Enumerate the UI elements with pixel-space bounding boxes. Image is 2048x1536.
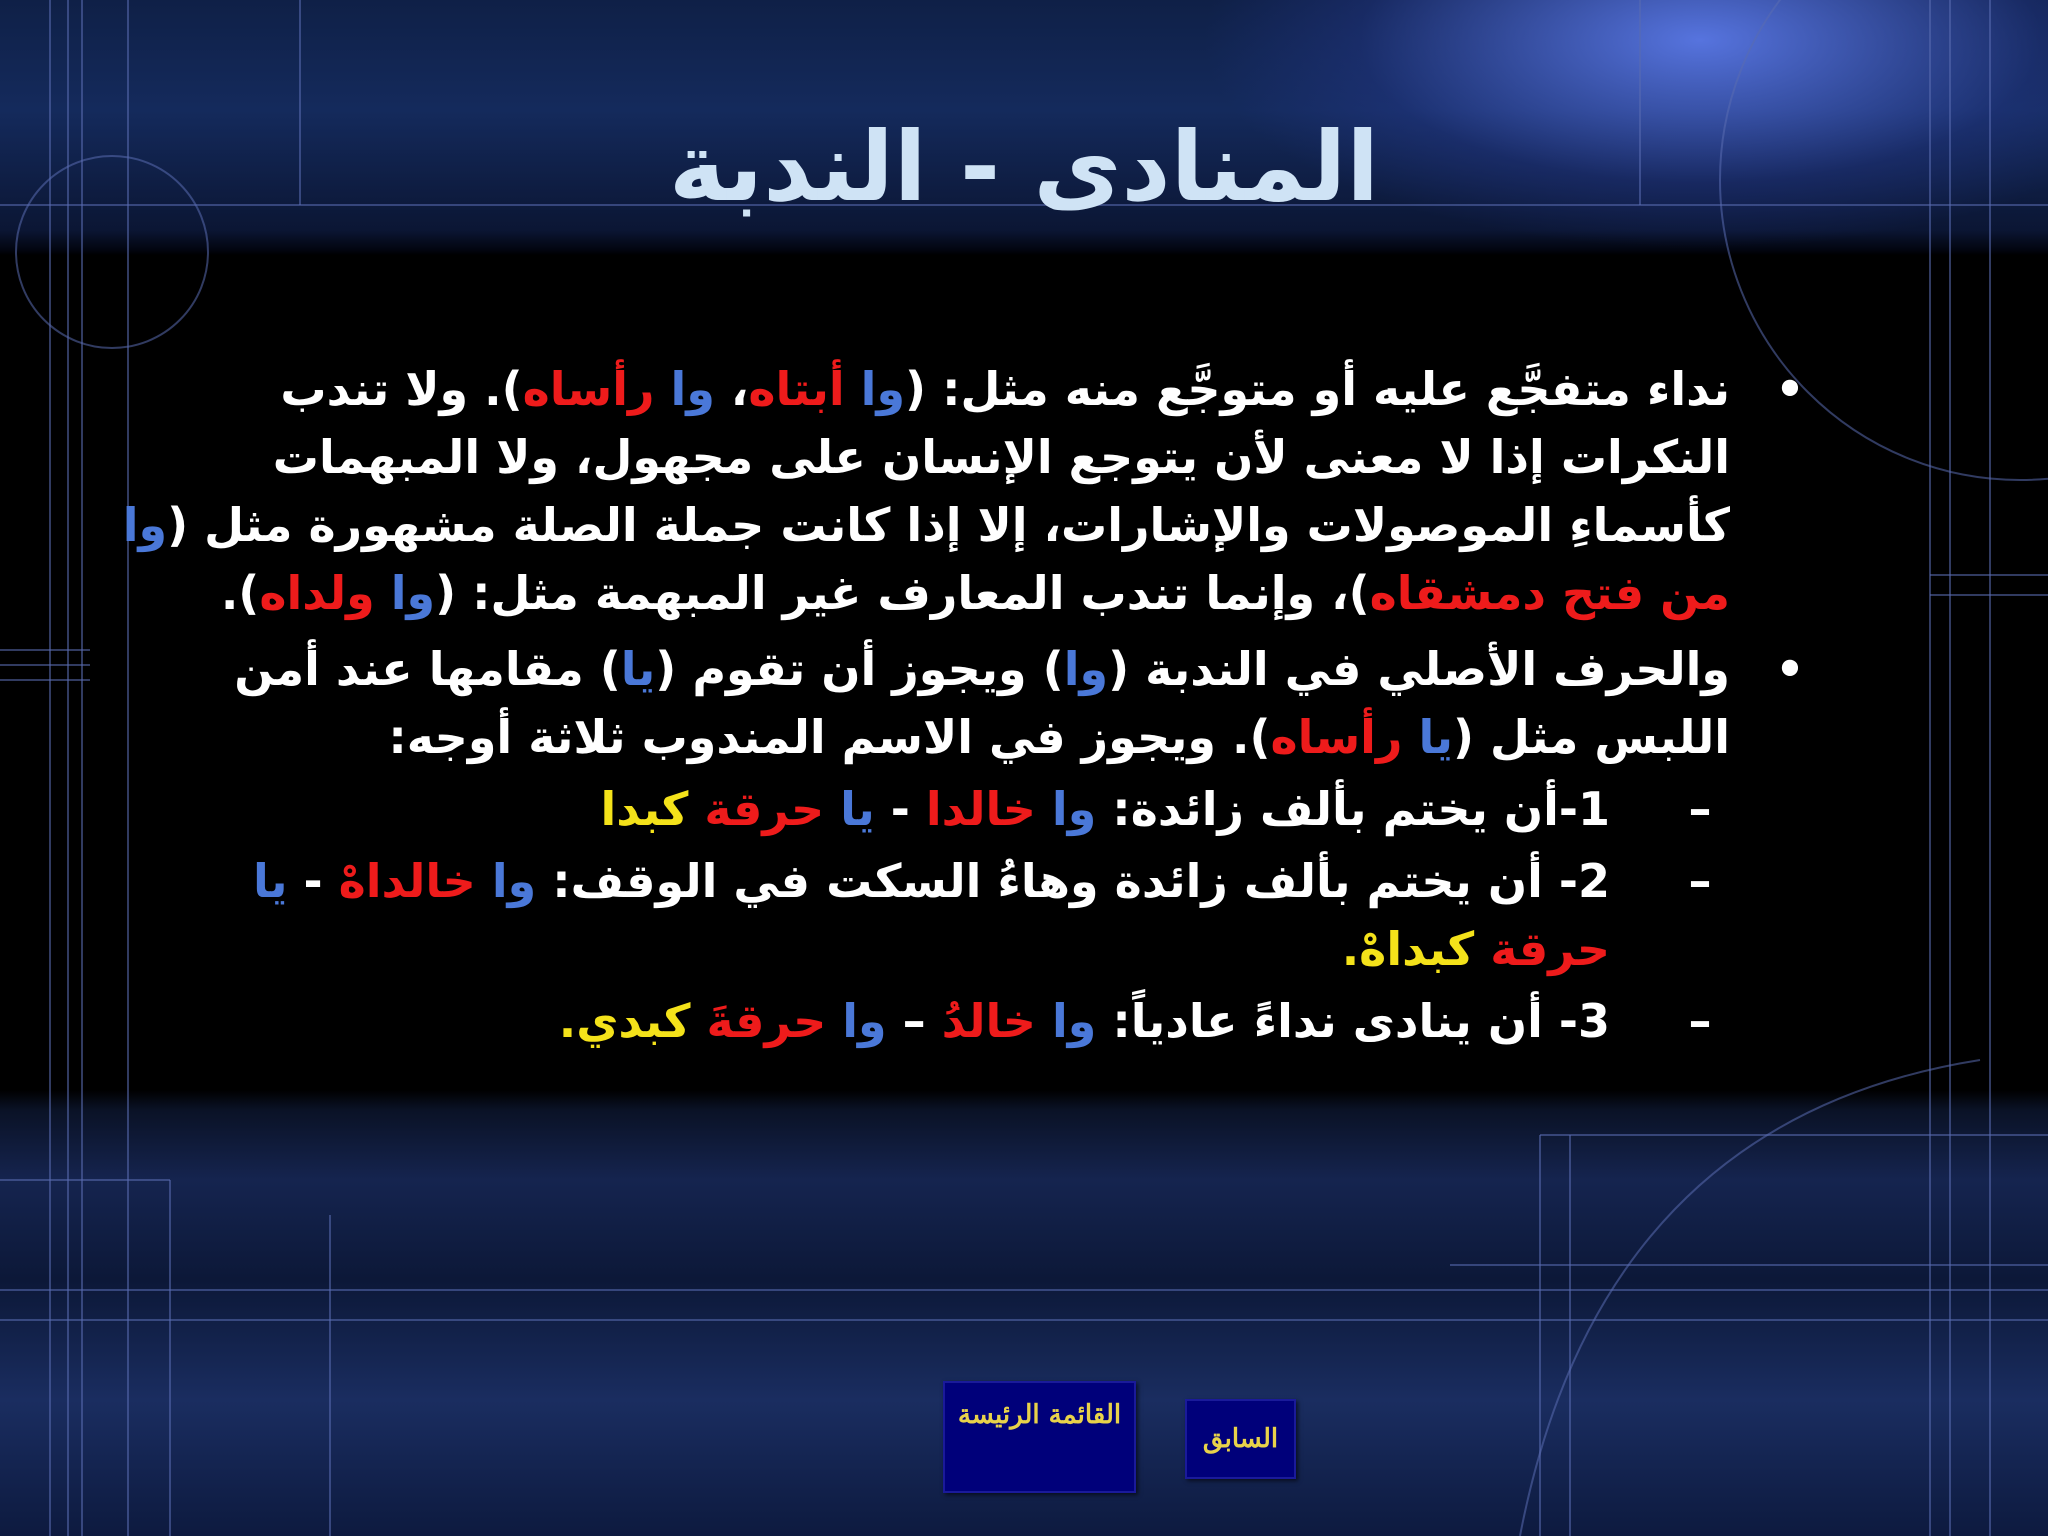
text-segment: ). (220, 566, 260, 620)
text-segment: وا (122, 498, 168, 552)
text-segment: ). ولا تندب النكرات إذا لا معنى لأن يتوجع الإنسان على مجهول، ولا المبهمات كأسماءِ الموصولات والإشارات، إلا إذا كانت جملة الصلة مشهورة مثل ( (167, 362, 1730, 552)
previous-button[interactable]: السابق (1185, 1399, 1296, 1479)
text-segment: ولداه (259, 566, 375, 620)
page-title: المنادى - الندبة (668, 111, 1380, 223)
bullet-marker: • (1775, 362, 1805, 416)
bullet-text (123, 362, 1730, 620)
text-segment: حرقة (1474, 922, 1610, 976)
sub-item (120, 847, 1820, 983)
text-segment: والحرف الأصلي في الندبة ( (1108, 642, 1730, 696)
text-segment: ) مقامها عند أمن اللبس مثل ( (234, 642, 1730, 764)
text-segment: وا (844, 362, 906, 416)
text-segment: كبدا (600, 782, 689, 836)
text-segment: وا (826, 994, 887, 1048)
text-segment: يا (1402, 710, 1453, 764)
sub-item-text (559, 994, 1610, 1048)
text-segment: وا (1063, 642, 1109, 696)
dash-marker: – (1688, 854, 1712, 908)
text-segment: ). ويجوز في الاسم المندوب ثلاثة أوجه: (388, 710, 1271, 764)
text-segment: خالدُ (941, 994, 1036, 1048)
text-segment: حرقة (688, 782, 825, 836)
dash-marker: – (1688, 994, 1712, 1048)
text-segment: وا (654, 362, 715, 416)
text-segment: رأساه (522, 362, 655, 416)
text-segment: يا (620, 642, 656, 696)
text-segment: من فتح دمشقاه (1369, 566, 1730, 620)
sub-item-text (600, 782, 1610, 836)
text-segment: وا (475, 854, 537, 908)
text-segment: يا (252, 854, 288, 908)
text-segment: وا (1035, 994, 1097, 1048)
text-segment: كبدي. (558, 994, 691, 1048)
text-segment: يا (824, 782, 875, 836)
text-segment: نداء متفجَّع عليه أو متوجَّع منه مثل: ( (905, 362, 1730, 416)
text-segment: كبداهْ. (1341, 922, 1475, 976)
text-segment: - (874, 782, 926, 836)
text-segment: ، (714, 362, 749, 416)
text-segment: 3- أن ينادى نداءً عادياً: (1096, 994, 1610, 1048)
text-segment: – (886, 994, 942, 1048)
text-segment: رأساه (1270, 710, 1403, 764)
text-segment: ) ويجوز أن تقوم ( (655, 642, 1064, 696)
sub-item-text (253, 854, 1610, 976)
text-segment: - (287, 854, 339, 908)
text-segment: خالدا (925, 782, 1036, 836)
text-segment: )، وإنما تندب المعارف غير المبهمة مثل: ( (435, 566, 1370, 620)
sub-item (120, 987, 1820, 1055)
text-segment: وا (374, 566, 436, 620)
text-segment: 1-أن يختم بألف زائدة: (1096, 782, 1610, 836)
bullet-item (120, 355, 1820, 627)
text-segment: حرقةَ (690, 994, 827, 1048)
bullet-text (234, 642, 1730, 764)
content-area (120, 355, 1820, 1055)
sub-item (120, 775, 1820, 843)
bullet-list (120, 355, 1820, 771)
text-segment: أبتاه (748, 362, 845, 416)
dash-marker: – (1688, 782, 1712, 836)
text-segment: 2- أن يختم بألف زائدة وهاءُ السكت في الوقف: (536, 854, 1610, 908)
text-segment: وا (1035, 782, 1097, 836)
text-segment: خالداهْ (338, 854, 476, 908)
bullet-marker: • (1775, 642, 1805, 696)
main-menu-button[interactable]: القائمة الرئيسة (943, 1381, 1136, 1493)
sub-list (120, 775, 1820, 1055)
bullet-item (120, 635, 1820, 771)
